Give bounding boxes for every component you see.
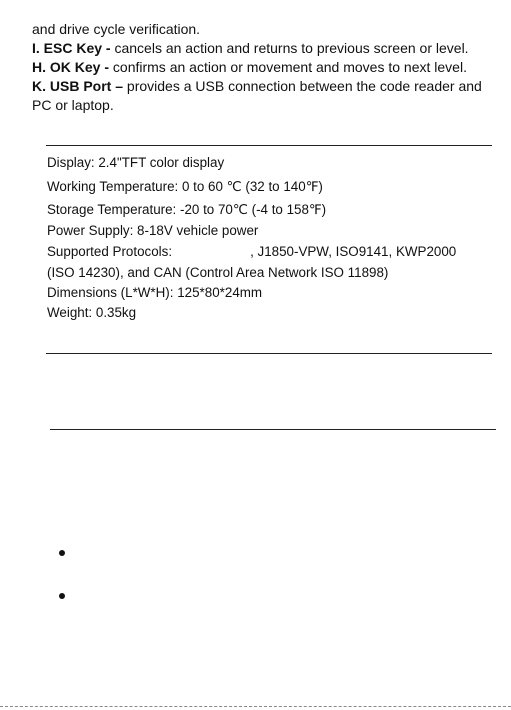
spec-weight: Weight: 0.35kg (47, 305, 137, 320)
spec-storage-temperature: Storage Temperature: -20 to 70℃ (-4 to 158℉) (47, 202, 327, 217)
ok-key-item (32, 58, 467, 76)
spec-protocols-continued: (ISO 14230), and CAN (Control Area Network ISO 11898) (47, 265, 389, 280)
usb-port-label: K. USB Port – (32, 78, 124, 94)
spec-section-bottom-rule (46, 353, 492, 354)
ok-key-label: H. OK Key - (32, 59, 110, 75)
bullet-point-1 (59, 550, 65, 556)
usb-port-description-continued: PC or laptop. (32, 97, 114, 113)
protocols-label: Supported Protocols: (47, 244, 173, 259)
spec-supported-protocols (47, 243, 456, 261)
protocols-value: , J1850-VPW, ISO9141, KWP2000 (250, 244, 457, 259)
spec-dimensions: Dimensions (L*W*H): 125*80*24mm (47, 285, 263, 300)
next-section-rule (50, 429, 496, 430)
spec-power-supply: Power Supply: 8-18V vehicle power (47, 223, 259, 238)
usb-port-item (32, 77, 482, 95)
esc-key-description: cancels an action and returns to previous screen or level. (110, 40, 469, 56)
esc-key-label: I. ESC Key - (32, 40, 111, 56)
spec-section-top-rule (46, 145, 492, 146)
page-bottom-edge (0, 706, 511, 707)
usb-port-description: provides a USB connection between the code reader and (123, 78, 482, 94)
spec-display: Display: 2.4"TFT color display (47, 155, 225, 170)
bullet-point-2 (59, 593, 65, 599)
spec-working-temperature: Working Temperature: 0 to 60 ℃ (32 to 140℉) (47, 179, 323, 194)
ok-key-description: confirms an action or movement and moves to next level. (109, 59, 467, 75)
esc-key-item (32, 39, 469, 57)
drive-cycle-line: and drive cycle verification. (32, 21, 201, 37)
